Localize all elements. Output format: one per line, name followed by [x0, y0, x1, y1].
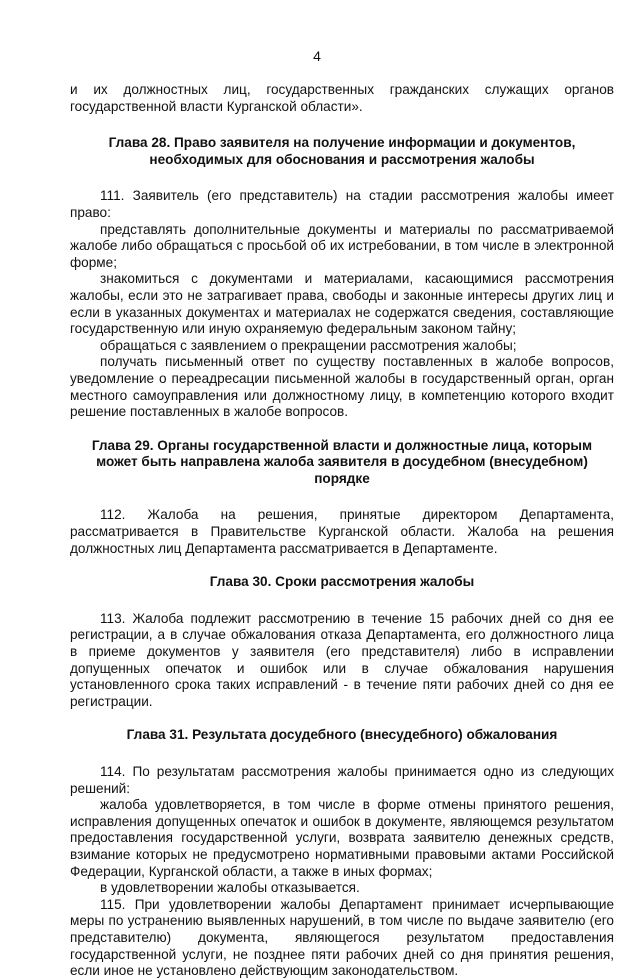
spacer: [70, 710, 614, 727]
paragraph: 111. Заявитель (его представитель) на стадии рассмотрения жалобы имеет право:: [70, 188, 614, 220]
spacer: [70, 591, 614, 611]
chapter-heading: Глава 31. Результата досудебного (внесудебного) обжалования: [126, 727, 558, 743]
chapter-heading: Глава 29. Органы государственной власти и должностные лица, которым может быть направлена жалоба заявителя в досудебном (внесудебном) порядке: [91, 437, 593, 486]
spacer: [70, 421, 614, 438]
paragraph: получать письменный ответ по существу поставленных в жалобе вопросов, уведомление о переадресации письменной жалобы в государственный орган, орган местного самоуправления или должностному лицу, в компетенцию которого входит решение поставленных в жалобе вопросов.: [70, 354, 614, 420]
document-body: [70, 82, 614, 980]
page-number: 4: [313, 48, 321, 64]
paragraph: 114. По результатам рассмотрения жалобы принимается одно из следующих решений:: [70, 764, 614, 796]
paragraph: жалоба удовлетворяется, в том числе в форме отмены принятого решения, исправления допущенных опечаток и ошибок в документе, являющемся результатом предоставления государственной услуги, возврата заявителю денежных средств, взимание которых не предусмотрено нормативными правовыми актами Российской Федерации, Курганской области, а также в иных формах;: [70, 797, 614, 879]
paragraph: и их должностных лиц, государственных гражданских служащих органов государственной власти Курганской области».: [70, 82, 614, 114]
paragraph: 112. Жалоба на решения, принятые директором Департамента, рассматривается в Правительстве Курганской области. Жалоба на решения должностных лиц Департамента рассматривается в Департаменте.: [70, 507, 614, 556]
spacer: [70, 557, 614, 574]
spacer: [70, 744, 614, 764]
paragraph: в удовлетворении жалобы отказывается.: [100, 880, 360, 896]
paragraph: обращаться с заявлением о прекращении рассмотрения жалобы;: [100, 337, 517, 353]
paragraph: знакомиться с документами и материалами, касающимися рассмотрения жалобы, если это не затрагивает права, свободы и законные интересы других лиц и если в указанных документах и материалах не содержатся сведения, составляющие государственную или иную охраняемую федеральным законом тайну;: [70, 271, 614, 337]
chapter-heading: Глава 28. Право заявителя на получение информации и документов, необходимых для обоснования и рассмотрения жалобы: [108, 135, 576, 167]
chapter-heading: Глава 30. Сроки рассмотрения жалобы: [209, 574, 475, 590]
paragraph: представлять дополнительные документы и материалы по рассматриваемой жалобе либо обращаться с просьбой об их истребовании, в том числе в электронной форме;: [70, 221, 614, 270]
paragraph: 113. Жалоба подлежит рассмотрению в течение 15 рабочих дней со дня ее регистрации, а в случае обжалования отказа Департамента, его должностного лица в приеме документов у заявителя (его представителя) либо в исправлении допущенных опечаток и ошибок или в случае обжалования нарушения установленного срока таких исправлений - в течение пяти рабочих дней со дня ее регистрации.: [70, 610, 614, 709]
spacer: [70, 487, 614, 507]
spacer: [70, 168, 614, 188]
spacer: [70, 115, 614, 135]
paragraph: 115. При удовлетворении жалобы Департамент принимает исчерпывающие меры по устранению выявленных нарушений, в том числе по выдаче заявителю (его представителю) документа, являющегося результатом предоставления государственной услуги, не позднее пяти рабочих дней со дня принятия решения, если иное не установлено действующим законодательством.: [70, 896, 614, 979]
